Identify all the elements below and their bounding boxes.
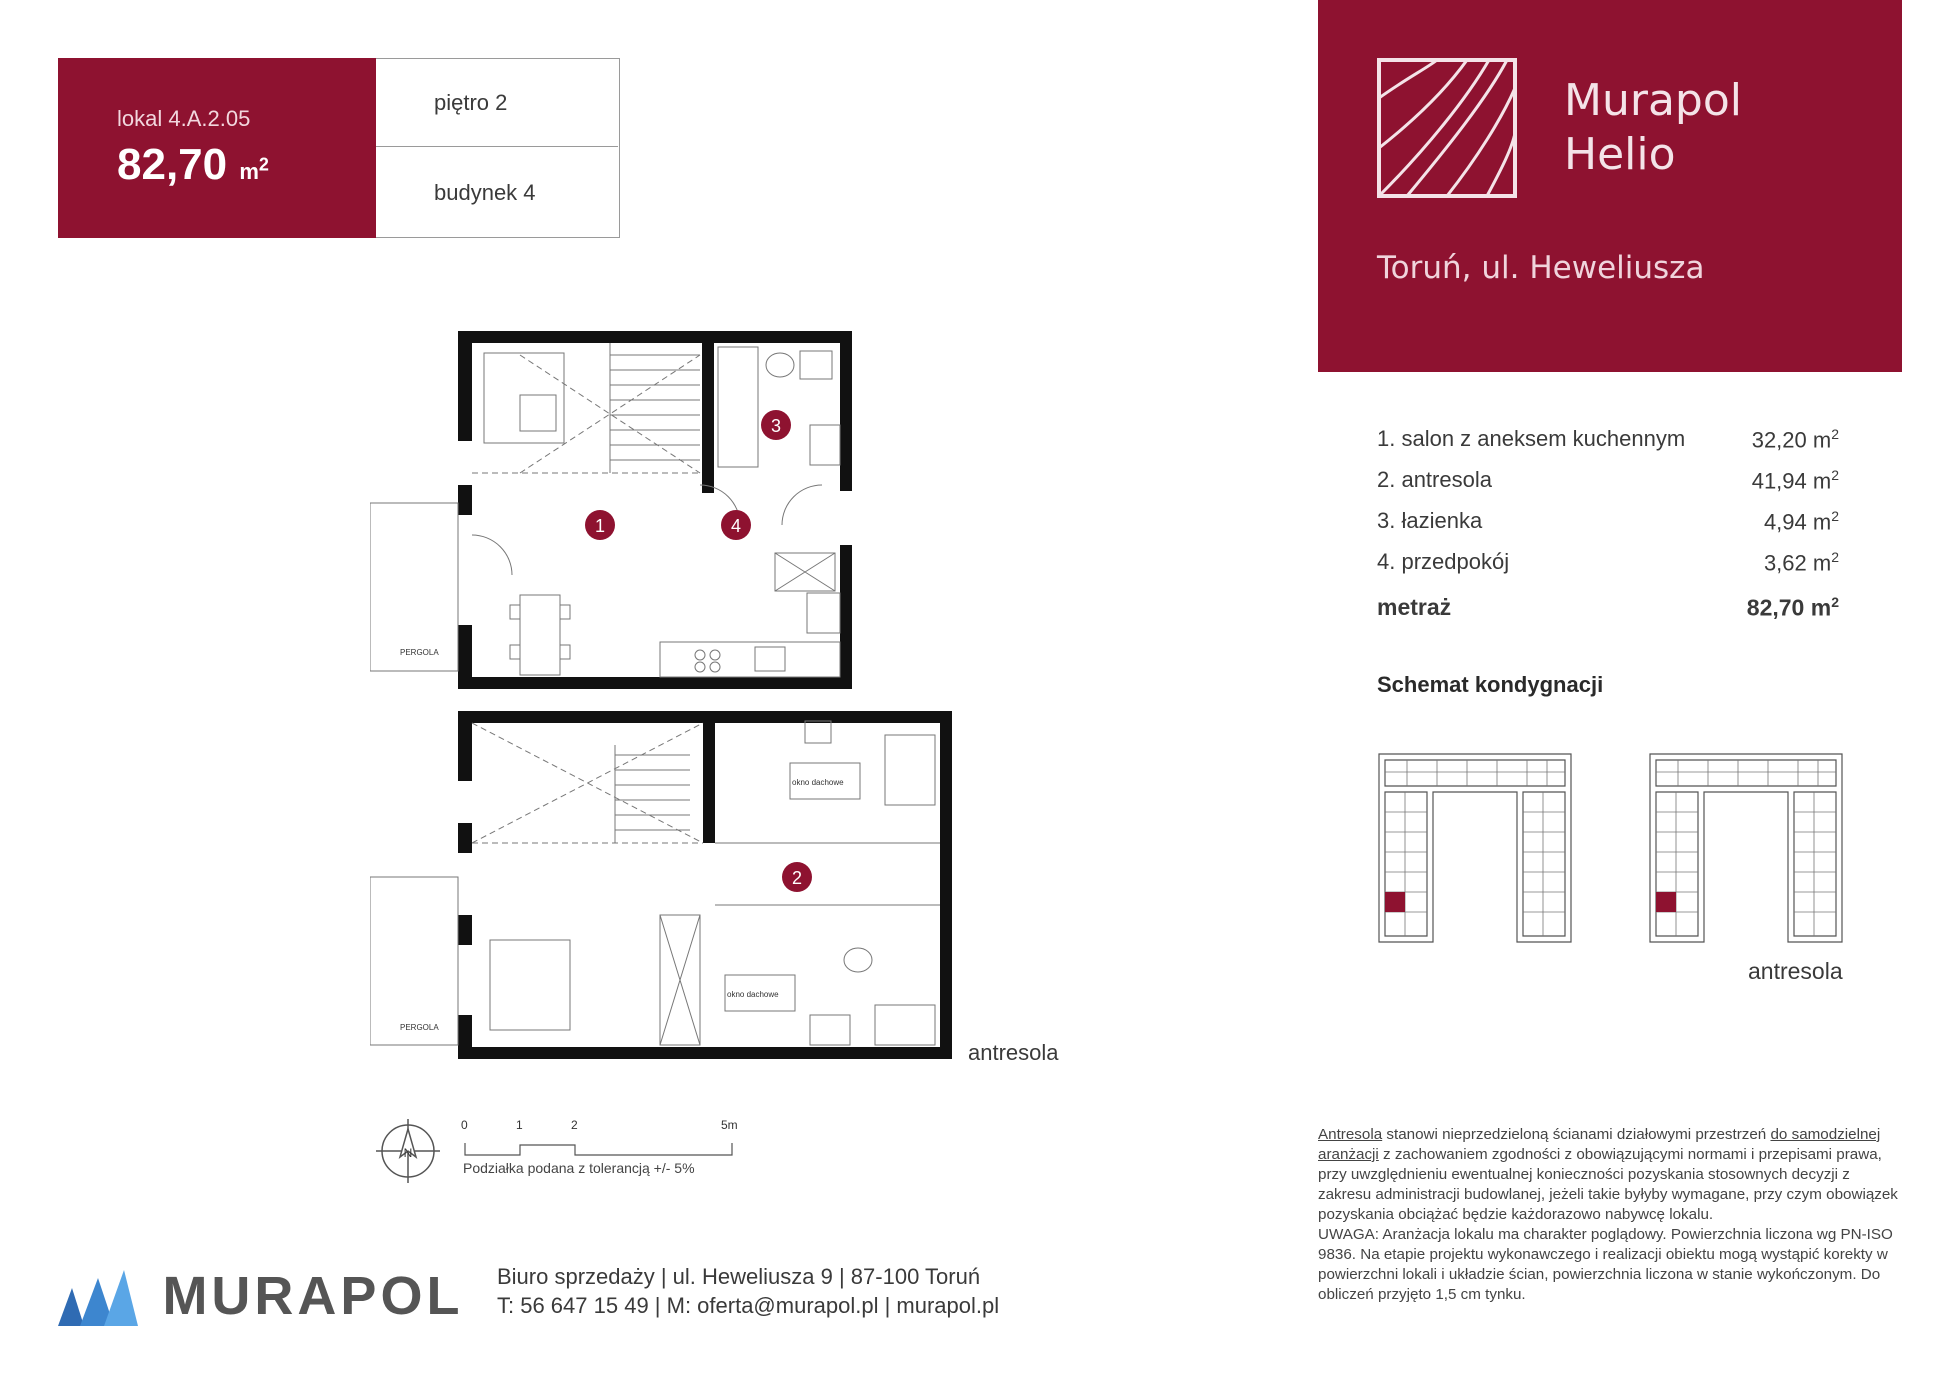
legal-notes bbox=[1318, 1125, 1904, 1305]
compass-letter: N bbox=[403, 1146, 413, 1160]
unit-floor-cell bbox=[376, 58, 618, 147]
total-label: metraż bbox=[1377, 594, 1452, 620]
note-antresola: Antresola stanowi nieprzedzieloną ścianami działowymi przestrzeń do samodzielnej aranżacji z zachowaniem zgodności z obowiązującymi normami i przepisami prawa, przy uwzględnieniu ewentualnej konieczności pozyskania stosownych decyzji z zakresu administracji budowlanej, jeżeli takie byłyby wymagane, przy czym obowiązek pozyskania obciążać będzie każdorazowo nabywcę lokalu. bbox=[1318, 1126, 1898, 1223]
room-area: 32,20 $m^2$ bbox=[1751, 426, 1839, 453]
room-marker-3: 3 bbox=[770, 416, 782, 436]
total-area-row bbox=[1377, 588, 1839, 629]
footer-contact: T: 56 647 15 49 | M: oferta@murapol.pl | murapol.pl bbox=[497, 1293, 1000, 1318]
unit-area-value: 82,70 bbox=[117, 140, 228, 189]
scale-note: Podziałka podana z tolerancją +/- 5% bbox=[463, 1160, 695, 1176]
unit-building-cell bbox=[376, 148, 618, 236]
room-row bbox=[1377, 461, 1839, 502]
pergola-label-lower: PERGOLA bbox=[400, 1023, 439, 1032]
room-list bbox=[1377, 420, 1839, 629]
floor-plan bbox=[370, 325, 970, 1065]
scale-tick-1: 1 bbox=[516, 1118, 523, 1132]
plan-antresola-label: antresola bbox=[968, 1040, 1059, 1065]
brand-location: Toruń, ul. Heweliusza bbox=[1377, 250, 1705, 286]
room-label: 2. antresola bbox=[1377, 467, 1492, 492]
helio-logo-icon bbox=[1377, 58, 1517, 198]
building-schema-level-1 bbox=[1377, 752, 1573, 948]
unit-area-unit: $m^2$ bbox=[239, 154, 269, 184]
unit-code bbox=[117, 106, 250, 132]
room-area: 3,62 $m^2$ bbox=[1763, 549, 1839, 576]
room-area: 41,94 $m^2$ bbox=[1751, 467, 1839, 494]
room-label: 1. salon z aneksem kuchennym bbox=[1377, 426, 1686, 451]
scale-tick-5m: 5m bbox=[721, 1118, 738, 1132]
skylight-label-upper: okno dachowe bbox=[792, 778, 844, 787]
room-label: 3. łazienka bbox=[1377, 508, 1483, 533]
room-marker-2: 2 bbox=[791, 868, 803, 888]
room-row bbox=[1377, 420, 1839, 461]
room-area: 4,94 $m^2$ bbox=[1763, 508, 1839, 535]
schema-title: Schemat kondygnacji bbox=[1377, 672, 1604, 697]
total-area: 82,70 $m^2$ bbox=[1746, 594, 1839, 621]
unit-area bbox=[117, 140, 269, 190]
skylight-label-lower: okno dachowe bbox=[727, 990, 779, 999]
room-row bbox=[1377, 502, 1839, 543]
note-disclaimer: UWAGA: Aranżacja lokalu ma charakter poglądowy. Powierzchnia liczona wg PN-ISO 9836. Na etapie projektu wykonawczego i realizacji obiektu mogą wystąpić korekty w powierzchni lokali i układzie ścian, powierzchnia liczona w stanie wykończonym. Do obliczeń przyjęto 1,5 cm tynku. bbox=[1318, 1226, 1893, 1303]
scale-tick-2: 2 bbox=[571, 1118, 578, 1132]
scale-tick-0: 0 bbox=[461, 1118, 468, 1132]
footer-office: Biuro sprzedaży | ul. Heweliusza 9 | 87-100 Toruń bbox=[497, 1264, 981, 1289]
building-schema-level-2 bbox=[1648, 752, 1844, 948]
unit-code-label: lokal bbox=[117, 106, 163, 131]
room-marker-1: 1 bbox=[594, 516, 606, 536]
unit-floor: piętro 2 bbox=[434, 90, 508, 115]
murapol-logo bbox=[58, 1265, 463, 1327]
schema-caption: antresola bbox=[1748, 958, 1843, 984]
unit-building: budynek 4 bbox=[434, 180, 536, 205]
pergola-label-upper: PERGOLA bbox=[400, 648, 439, 657]
brand-name bbox=[1564, 74, 1742, 182]
brand-name-line1: Murapol bbox=[1564, 75, 1742, 126]
room-marker-4: 4 bbox=[730, 516, 742, 536]
room-row bbox=[1377, 543, 1839, 584]
murapol-logo-icon bbox=[58, 1266, 138, 1326]
room-label: 4. przedpokój bbox=[1377, 549, 1510, 574]
unit-code-value: 4.A.2.05 bbox=[168, 106, 251, 131]
murapol-logo-text: MURAPOL bbox=[162, 1266, 464, 1326]
brand-name-line2: Helio bbox=[1564, 129, 1676, 180]
